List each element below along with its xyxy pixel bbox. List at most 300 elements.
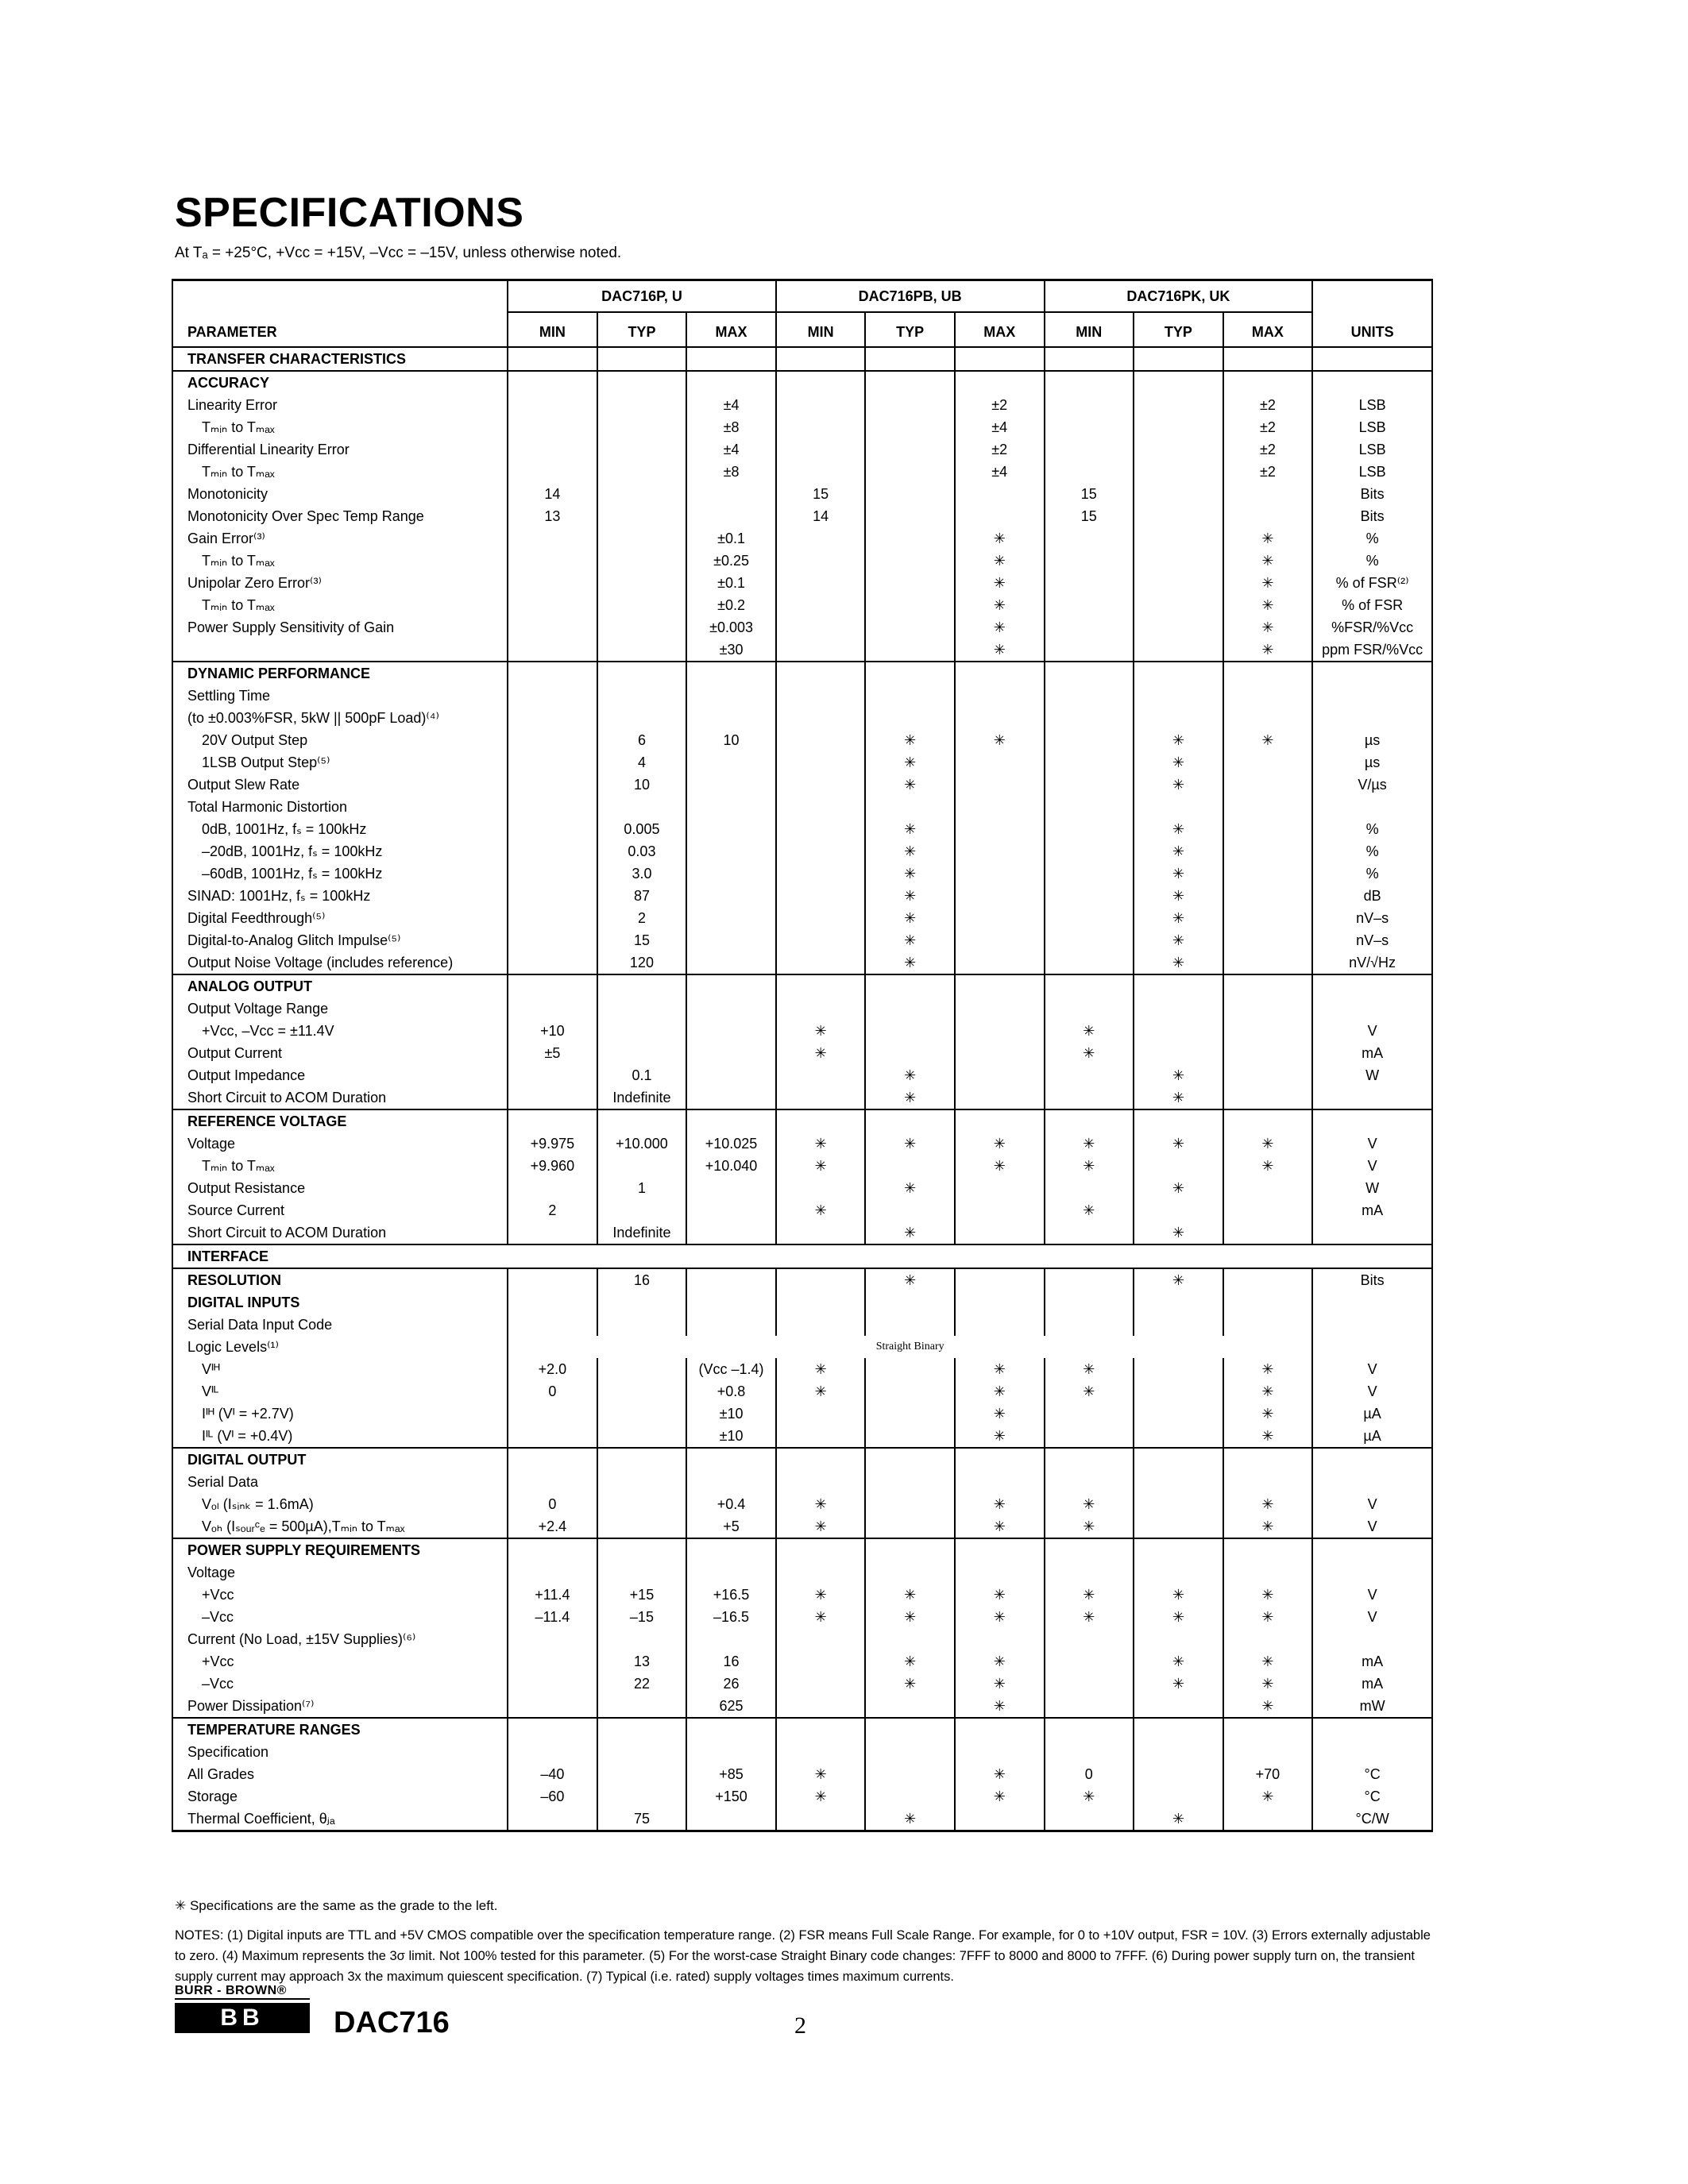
value-cell: ✳ [1045,1155,1134,1177]
value-cell: ✳ [776,1020,866,1042]
value-cell: ✳ [955,1695,1045,1718]
table-row [172,572,1432,594]
value-cell [776,974,866,997]
value-cell [686,840,776,862]
section-row [172,371,1432,394]
value-cell [1223,796,1313,818]
table-row [172,1020,1432,1042]
parameter-label: Vₒₕ (Iₛₒᵤᵣᶜₑ = 500µA),Tₘᵢₙ to Tₘₐₓ [172,1515,508,1538]
value-cell [508,1673,597,1695]
table-row [172,1358,1432,1380]
table-row [172,951,1432,974]
value-cell: ✳ [1045,1199,1134,1221]
value-cell: ✳ [865,1268,955,1291]
value-cell: ✳ [1134,862,1223,885]
value-cell [508,1561,597,1584]
value-cell [1134,1763,1223,1785]
value-cell [508,1268,597,1291]
max-header: MAX [1223,312,1313,347]
value-cell [955,1268,1045,1291]
units-cell: V [1312,1584,1432,1606]
parameter-label: Power Dissipation⁽⁷⁾ [172,1695,508,1718]
value-cell [1134,438,1223,461]
value-cell [955,796,1045,818]
value-cell: ✳ [955,1425,1045,1448]
value-cell: ✳ [865,1086,955,1109]
value-cell [508,796,597,818]
value-cell [508,1650,597,1673]
value-cell: ✳ [1134,1177,1223,1199]
units-cell: % [1312,550,1432,572]
value-cell [686,1314,776,1336]
value-cell [686,1538,776,1561]
value-cell: ✳ [865,1221,955,1244]
table-row [172,729,1432,751]
value-cell [865,796,955,818]
value-cell: ✳ [955,527,1045,550]
units-cell [1312,1628,1432,1650]
value-cell: ✳ [1134,907,1223,929]
value-cell: ✳ [776,1155,866,1177]
value-cell [1134,1515,1223,1538]
value-cell [865,1561,955,1584]
table-row [172,1515,1432,1538]
value-cell [508,885,597,907]
value-cell [1045,1741,1134,1763]
value-cell [1045,1177,1134,1199]
units-cell: % [1312,862,1432,885]
value-cell: ✳ [776,1493,866,1515]
units-cell: LSB [1312,394,1432,416]
units-cell [1312,1314,1432,1336]
value-cell: ✳ [1223,1606,1313,1628]
value-cell [508,1471,597,1493]
value-cell [865,1042,955,1064]
table-row [172,997,1432,1020]
value-cell: ✳ [955,1606,1045,1628]
units-cell: ppm FSR/%Vᴄᴄ [1312,639,1432,662]
units-cell: LSB [1312,438,1432,461]
value-cell [865,438,955,461]
value-cell: ✳ [1045,1606,1134,1628]
value-cell [776,1109,866,1133]
value-cell [776,1403,866,1425]
value-cell: –16.5 [686,1606,776,1628]
value-cell [686,997,776,1020]
value-cell [865,1291,955,1314]
table-row [172,527,1432,550]
value-cell [1134,1199,1223,1221]
value-cell [508,818,597,840]
table-row [172,1336,1432,1358]
value-cell: ±4 [686,394,776,416]
grade-header: DAC716PK, UK [1045,280,1313,313]
value-cell: ✳ [1134,1268,1223,1291]
value-cell: +11.4 [508,1584,597,1606]
table-row [172,1628,1432,1650]
value-cell: ✳ [865,951,955,974]
value-cell: ✳ [865,1650,955,1673]
parameter-label: Source Current [172,1199,508,1221]
value-cell [865,662,955,685]
value-cell: ✳ [955,1358,1045,1380]
value-cell [1045,1628,1134,1650]
table-row [172,1650,1432,1673]
value-cell [686,1718,776,1741]
value-cell [1045,1403,1134,1425]
value-cell [508,594,597,616]
value-cell [865,1155,955,1177]
units-cell: mA [1312,1199,1432,1221]
units-cell: nV–s [1312,929,1432,951]
table-row [172,1221,1432,1244]
value-cell [865,685,955,707]
value-cell: ✳ [1223,550,1313,572]
value-cell [776,1538,866,1561]
value-cell [1045,1314,1134,1336]
value-cell: –11.4 [508,1606,597,1628]
value-cell [1045,707,1134,729]
value-cell [776,1741,866,1763]
value-cell: ±2 [1223,394,1313,416]
notes-paragraph: NOTES: (1) Digital inputs are TTL and +5V CMOS compatible over the specification temperature range. (2) FSR means Full Scale Range. For example, for 0 to +10V output, FSR = 10V. (3) Errors externally adjustable to zero. (4) Maximum represents the 3σ limit. Not 100% tested for this parameter. (5) For the worst-case Straight Binary code changes: 7FFF to 8000 and 8000 to 7FFF. (6) During power supply turn on, the transient supply current may approach 3x the maximum quiescent specification. (7) Typical (i.e. rated) supply voltages times maximum currents. [175,1928,1431,1984]
units-cell [1312,1538,1432,1561]
value-cell [776,550,866,572]
value-cell [1045,461,1134,483]
units-cell: V [1312,1020,1432,1042]
page-title: SPECIFICATIONS [175,190,524,236]
section-row [172,1268,1432,1291]
units-cell [1312,1718,1432,1741]
value-cell [955,1199,1045,1221]
value-cell: ✳ [955,1403,1045,1425]
value-cell [955,1177,1045,1199]
max-header: MAX [955,312,1045,347]
logo-mark: BB [175,2003,310,2033]
value-cell [597,1538,687,1561]
units-cell: mA [1312,1650,1432,1673]
value-cell: 0 [508,1380,597,1403]
value-cell [686,796,776,818]
value-cell [1223,885,1313,907]
parameter-label: 20V Output Step [172,729,508,751]
value-cell [955,997,1045,1020]
units-cell: °C [1312,1763,1432,1785]
value-cell: +0.4 [686,1493,776,1515]
value-cell: ±10 [686,1425,776,1448]
value-cell [955,1471,1045,1493]
units-cell: V [1312,1380,1432,1403]
value-cell [1045,685,1134,707]
value-cell [686,951,776,974]
value-cell [1223,1020,1313,1042]
value-cell [776,371,866,394]
value-cell [508,774,597,796]
merged-value-cell: Straight Binary [875,1341,944,1352]
value-cell: ✳ [865,929,955,951]
value-cell [1134,1358,1223,1380]
value-cell: ✳ [865,1673,955,1695]
value-cell [597,347,687,371]
value-cell [865,1695,955,1718]
value-cell [1134,416,1223,438]
parameter-label: Power Supply Sensitivity of Gain [172,616,508,639]
value-cell [955,751,1045,774]
value-cell [597,1199,687,1221]
min-header: MIN [1045,312,1134,347]
value-cell [686,1741,776,1763]
value-cell [686,1448,776,1471]
value-cell: ✳ [1223,1155,1313,1177]
value-cell [776,1808,866,1831]
value-cell [597,796,687,818]
value-cell [508,639,597,662]
parameter-label: Output Resistance [172,1177,508,1199]
grade-header: DAC716P, U [508,280,776,313]
parameter-label: Tₘᵢₙ to Tₘₐₓ [172,1155,508,1177]
value-cell [776,1268,866,1291]
value-cell: ✳ [1134,774,1223,796]
units-cell: V [1312,1358,1432,1380]
value-cell [1134,1695,1223,1718]
parameter-label: Serial Data Input Code [172,1314,508,1336]
units-cell [1312,1471,1432,1493]
value-cell: ✳ [955,639,1045,662]
value-cell: ✳ [955,1380,1045,1403]
value-cell [1223,1741,1313,1763]
parameter-label: Tₘᵢₙ to Tₘₐₓ [172,550,508,572]
value-cell [1045,885,1134,907]
value-cell: ✳ [1223,1403,1313,1425]
section-row [172,974,1432,997]
value-cell [508,461,597,483]
value-cell: ✳ [955,1584,1045,1606]
value-cell: 15 [1045,505,1134,527]
units-cell: °C [1312,1785,1432,1808]
value-cell [955,1291,1045,1314]
value-cell [1045,729,1134,751]
units-cell [1312,707,1432,729]
value-cell [597,394,687,416]
value-cell [597,461,687,483]
value-cell [1223,974,1313,997]
value-cell [508,729,597,751]
section-label: INTERFACE [172,1244,1432,1268]
value-cell: ✳ [776,1358,866,1380]
value-cell [508,1628,597,1650]
value-cell [1134,974,1223,997]
value-cell [776,997,866,1020]
units-cell [1312,796,1432,818]
parameter-label: Iᴵᴴ (Vᴵ = +2.7V) [172,1403,508,1425]
value-cell [686,1561,776,1584]
value-cell: ✳ [1045,1584,1134,1606]
value-cell [1223,1718,1313,1741]
value-cell: ✳ [1134,951,1223,974]
value-cell [1223,862,1313,885]
value-cell [776,907,866,929]
table-row [172,1673,1432,1695]
value-cell [1134,1314,1223,1336]
value-cell [1223,1221,1313,1244]
value-cell [508,662,597,685]
typ-header: TYP [1134,312,1223,347]
value-cell: ±2 [1223,438,1313,461]
value-cell [597,662,687,685]
units-cell: V [1312,1493,1432,1515]
value-cell [955,685,1045,707]
table-row [172,616,1432,639]
parameter-label: Logic Levels⁽¹⁾ [172,1336,508,1358]
value-cell: 0 [1045,1763,1134,1785]
value-cell: ✳ [1134,818,1223,840]
value-cell: ✳ [955,1133,1045,1155]
value-cell [1134,1380,1223,1403]
units-cell: Bits [1312,483,1432,505]
parameter-label: 0dB, 1001Hz, fₛ = 100kHz [172,818,508,840]
value-cell: ✳ [1223,1358,1313,1380]
table-row [172,550,1432,572]
value-cell: ✳ [1045,1380,1134,1403]
value-cell [776,594,866,616]
value-cell: +15 [597,1584,687,1606]
units-cell: nV–s [1312,907,1432,929]
units-cell: dB [1312,885,1432,907]
value-cell: +10 [508,1020,597,1042]
value-cell [1223,907,1313,929]
value-cell [955,347,1045,371]
value-cell: +150 [686,1785,776,1808]
value-cell: ✳ [1223,1695,1313,1718]
value-cell [508,1741,597,1763]
value-cell: ✳ [865,1064,955,1086]
value-cell [1223,371,1313,394]
value-cell [686,1471,776,1493]
logo-wordmark: BURR - BROWN® [175,1984,310,2000]
value-cell [686,371,776,394]
units-cell: mA [1312,1673,1432,1695]
value-cell: 14 [508,483,597,505]
value-cell [1223,1199,1313,1221]
value-cell: 14 [776,505,866,527]
parameter-label: Voltage [172,1133,508,1155]
value-cell [1045,616,1134,639]
units-cell [1312,974,1432,997]
value-cell [955,974,1045,997]
value-cell: ✳ [776,1584,866,1606]
value-cell [1134,1042,1223,1064]
units-cell [1312,685,1432,707]
parameter-label: Digital Feedthrough⁽⁵⁾ [172,907,508,929]
value-cell [686,662,776,685]
value-cell [1045,818,1134,840]
value-cell [865,371,955,394]
value-cell: +9.975 [508,1133,597,1155]
value-cell [597,1109,687,1133]
parameter-label: Serial Data [172,1471,508,1493]
value-cell [1134,639,1223,662]
value-cell [955,371,1045,394]
value-cell [776,461,866,483]
table-row [172,707,1432,729]
units-cell: % [1312,527,1432,550]
value-cell [865,616,955,639]
value-cell [1045,951,1134,974]
value-cell [955,1221,1045,1244]
value-cell [1134,527,1223,550]
value-cell [865,1358,955,1380]
value-cell [776,1221,866,1244]
value-cell [955,505,1045,527]
value-cell [597,1291,687,1314]
units-cell: V [1312,1606,1432,1628]
parameter-label: Output Slew Rate [172,774,508,796]
value-cell [776,1314,866,1336]
table-header-columns [172,312,1432,347]
value-cell [776,1628,866,1650]
section-label: DIGITAL INPUTS [172,1291,508,1314]
value-cell [1223,505,1313,527]
value-cell [1045,1086,1134,1109]
value-cell [1045,1695,1134,1718]
value-cell [1223,483,1313,505]
value-cell [1045,394,1134,416]
grade-header: DAC716PB, UB [776,280,1045,313]
value-cell: ✳ [865,1584,955,1606]
value-cell: ✳ [955,1763,1045,1785]
value-cell [776,951,866,974]
value-cell [955,1448,1045,1471]
value-cell [776,1650,866,1673]
value-cell [597,1471,687,1493]
value-cell [1045,550,1134,572]
value-cell [597,1358,687,1380]
value-cell: 6 [597,729,687,751]
value-cell: ✳ [955,1515,1045,1538]
value-cell: 0.1 [597,1064,687,1086]
value-cell [508,951,597,974]
parameter-label: Gain Error⁽³⁾ [172,527,508,550]
value-cell [955,1064,1045,1086]
value-cell: +2.0 [508,1358,597,1380]
value-cell [955,1628,1045,1650]
value-cell [1223,1064,1313,1086]
value-cell [955,1718,1045,1741]
value-cell [1045,997,1134,1020]
specifications-body [172,347,1432,1831]
value-cell [597,1718,687,1741]
value-cell: ✳ [955,550,1045,572]
value-cell: ✳ [1223,1493,1313,1515]
value-cell [1134,1493,1223,1515]
table-row [172,438,1432,461]
value-cell [955,885,1045,907]
value-cell: ✳ [1134,929,1223,951]
value-cell [955,1109,1045,1133]
value-cell [1223,685,1313,707]
value-cell [776,1086,866,1109]
value-cell: 15 [597,929,687,951]
value-cell [1045,974,1134,997]
value-cell [1223,1042,1313,1064]
value-cell: –15 [597,1606,687,1628]
value-cell [686,751,776,774]
value-cell: ✳ [1045,1785,1134,1808]
value-cell [1134,1425,1223,1448]
value-cell: Indefinite [597,1221,687,1244]
value-cell: ✳ [955,1155,1045,1177]
parameter-label: 1LSB Output Step⁽⁵⁾ [172,751,508,774]
